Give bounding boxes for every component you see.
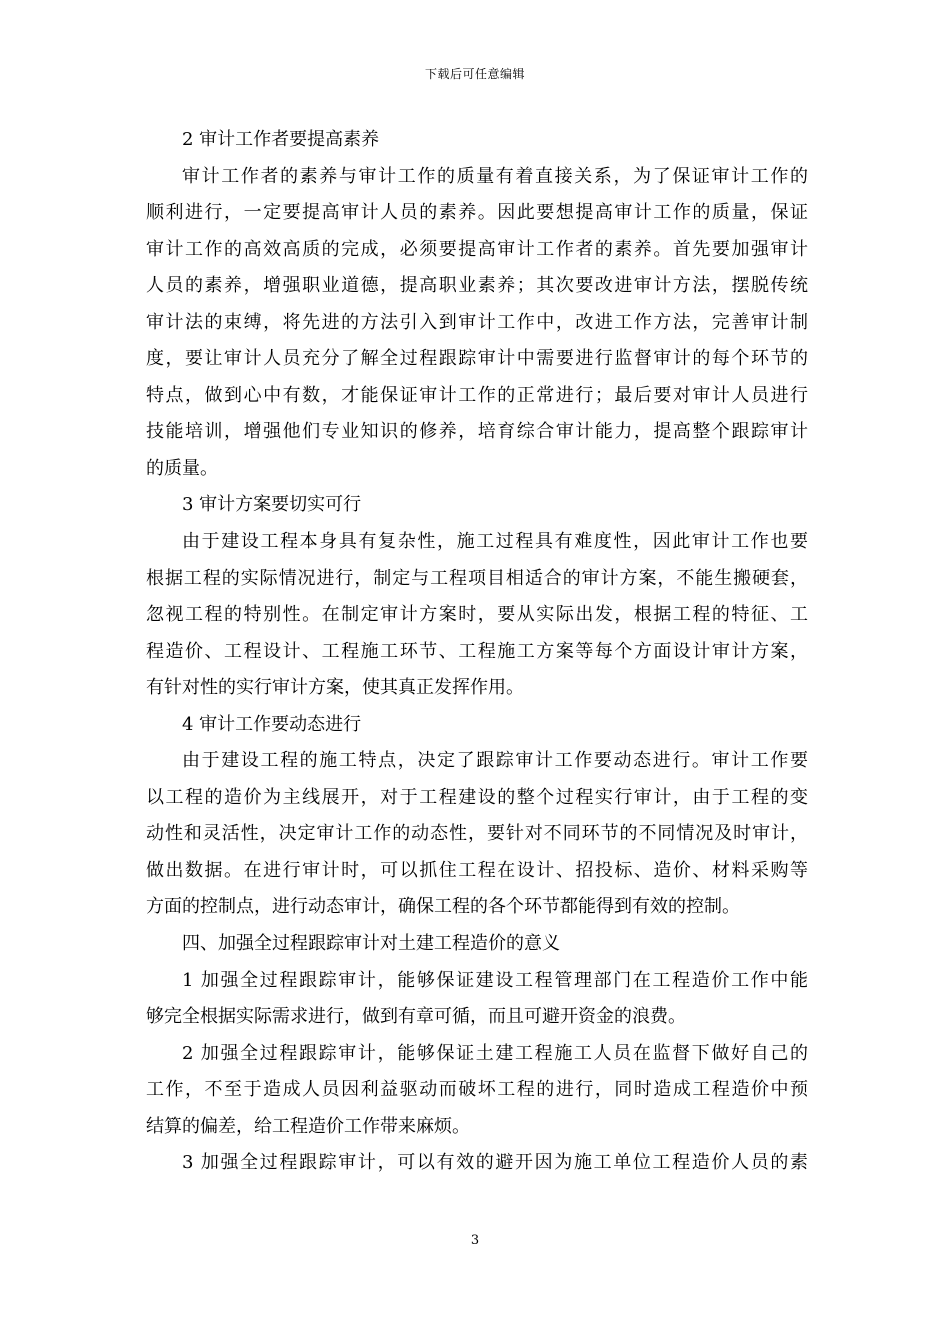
text-line: 顺利进行，一定要提高审计人员的素养。因此要想提高审计工作的质量，保证 <box>146 202 808 224</box>
paragraph <box>146 1036 808 1146</box>
text-line: 审计法的束缚，将先进的方法引入到审计工作中，改进工作方法，完善审计制 <box>146 311 808 333</box>
text-line: 3 加强全过程跟踪审计，可以有效的避开因为施工单位工程造价人员的素 <box>182 1152 808 1174</box>
text-line: 由于建设工程本身具有复杂性，施工过程具有难度性，因此审计工作也要 <box>182 531 808 553</box>
text-line: 2 审计工作者要提高素养 <box>182 129 380 150</box>
text-line: 审计工作者的素养与审计工作的质量有着直接关系，为了保证审计工作的 <box>182 165 808 187</box>
paragraph <box>146 159 808 488</box>
text-line: 方面的控制点，进行动态审计，确保工程的各个环节都能得到有效的控制。 <box>146 896 740 918</box>
page-number: 3 <box>470 1233 480 1248</box>
text-line: 忽视工程的特别性。在制定审计方案时，要从实际出发，根据工程的特征、工 <box>146 604 808 626</box>
paragraph <box>146 963 808 1036</box>
text-line: 有针对性的实行审计方案，使其真正发挥作用。 <box>146 677 524 699</box>
text-line: 以工程的造价为主线展开，对于工程建设的整个过程实行审计，由于工程的变 <box>146 786 808 808</box>
text-line: 特点，做到心中有数，才能保证审计工作的正常进行；最后要对审计人员进行 <box>146 384 808 406</box>
text-line: 1 加强全过程跟踪审计，能够保证建设工程管理部门在工程造价工作中能 <box>182 969 808 991</box>
document-body <box>146 122 808 1182</box>
section-heading <box>146 122 808 159</box>
text-line: 技能培训，增强他们专业知识的修养，培育综合审计能力，提高整个跟踪审计 <box>146 421 808 443</box>
text-line: 工作，不至于造成人员因利益驱动而破坏工程的进行，同时造成工程造价中预 <box>146 1079 808 1101</box>
text-line: 做出数据。在进行审计时，可以抓住工程在设计、招投标、造价、材料采购等 <box>146 859 808 881</box>
text-line: 3 审计方案要切实可行 <box>182 494 362 516</box>
section-heading <box>146 926 808 963</box>
paragraph <box>146 743 808 926</box>
text-line: 程造价、工程设计、工程施工环节、工程施工方案等每个方面设计审计方案， <box>146 640 808 662</box>
text-line: 动性和灵活性，决定审计工作的动态性，要针对不同环节的不同情况及时审计， <box>146 823 808 845</box>
paragraph <box>146 1145 808 1182</box>
text-line: 审计工作的高效高质的完成，必须要提高审计工作者的素养。首先要加强审计 <box>146 238 808 260</box>
text-line: 结算的偏差，给工程造价工作带来麻烦。 <box>146 1115 470 1137</box>
text-line: 2 加强全过程跟踪审计，能够保证土建工程施工人员在监督下做好自己的 <box>182 1042 808 1064</box>
page-header: 下载后可任意编辑 <box>424 67 525 81</box>
paragraph <box>146 524 808 707</box>
text-line: 由于建设工程的施工特点，决定了跟踪审计工作要动态进行。审计工作要 <box>182 750 808 772</box>
text-line: 够完全根据实际需求进行，做到有章可循，而且可避开资金的浪费。 <box>146 1006 686 1028</box>
text-line: 4 审计工作要动态进行 <box>182 713 362 735</box>
text-line: 四、加强全过程跟踪审计对土建工程造价的意义 <box>182 933 560 955</box>
text-line: 人员的素养，增强职业道德，提高职业素养；其次要改进审计方法，摆脱传统 <box>146 275 808 297</box>
text-line: 的质量。 <box>146 457 218 479</box>
text-line: 根据工程的实际情况进行，制定与工程项目相适合的审计方案，不能生搬硬套， <box>146 567 808 589</box>
section-heading <box>146 707 808 744</box>
text-line: 度，要让审计人员充分了解全过程跟踪审计中需要进行监督审计的每个环节的 <box>146 348 808 370</box>
section-heading <box>146 487 808 524</box>
